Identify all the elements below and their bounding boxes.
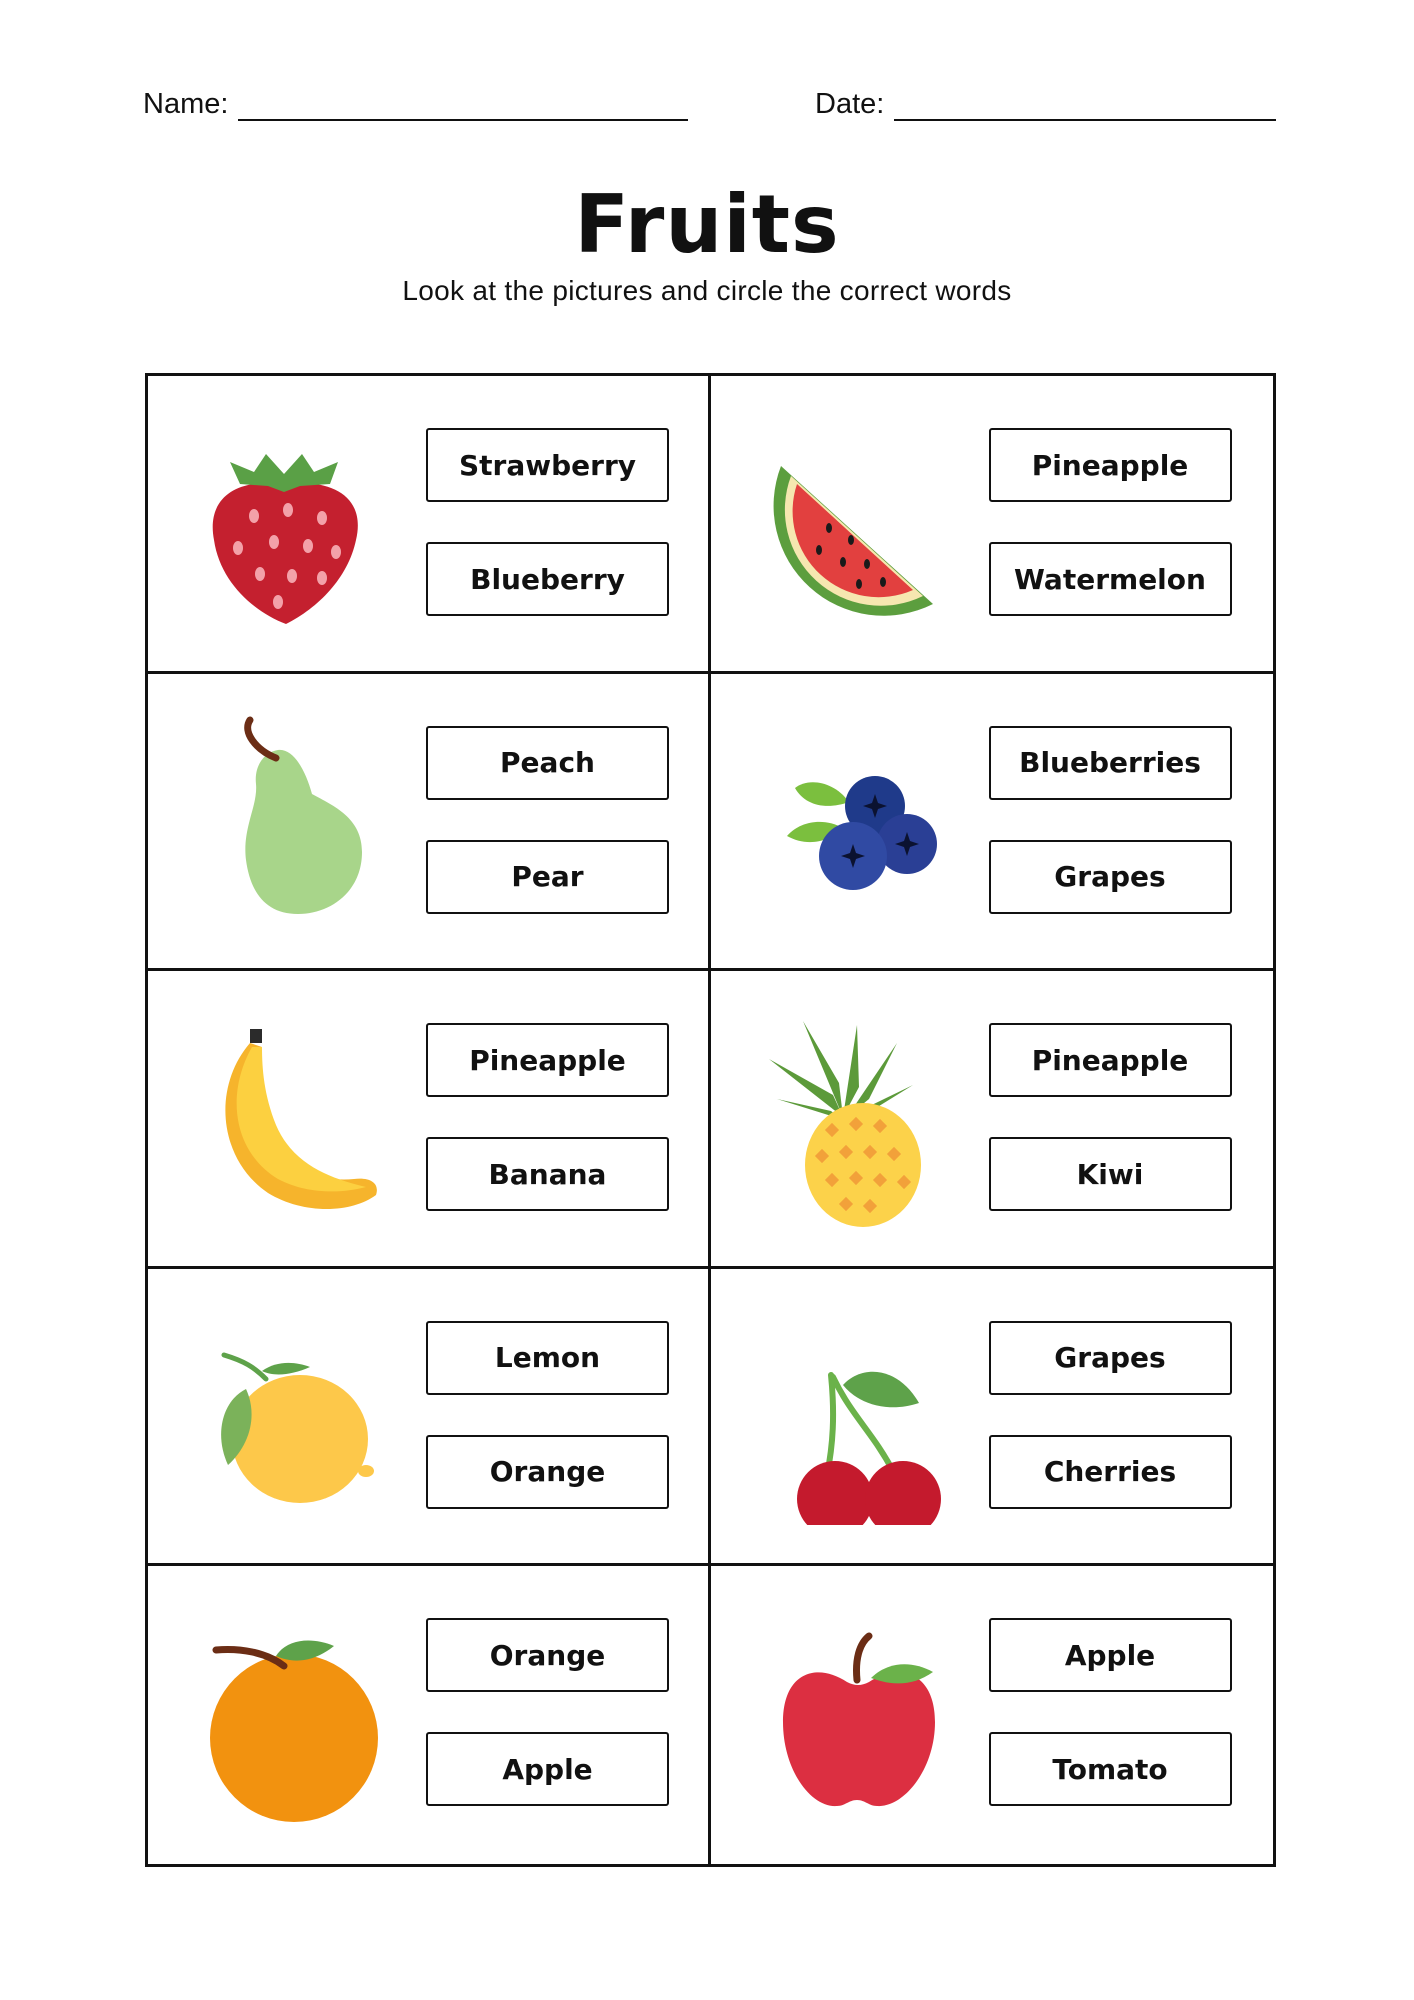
option-pineapple[interactable]: Pineapple [989, 1023, 1232, 1097]
page-title: Fruits [574, 178, 840, 271]
lemon-icon [184, 1305, 384, 1525]
option-watermelon[interactable]: Watermelon [989, 542, 1232, 616]
strawberry-icon [184, 412, 384, 632]
fruit-cell-orange [148, 1566, 711, 1864]
date-field[interactable] [815, 86, 1276, 121]
option-pear[interactable]: Pear [426, 840, 669, 914]
fruit-cell-pineapple [711, 971, 1274, 1269]
fruit-cell-blueberries [711, 674, 1274, 972]
option-blueberry[interactable]: Blueberry [426, 542, 669, 616]
pineapple-icon [747, 1007, 947, 1227]
name-field[interactable] [143, 86, 688, 121]
option-kiwi[interactable]: Kiwi [989, 1137, 1232, 1211]
option-pineapple[interactable]: Pineapple [989, 428, 1232, 502]
fruit-cell-banana [148, 971, 711, 1269]
banana-icon [184, 1007, 384, 1227]
option-orange[interactable]: Orange [426, 1435, 669, 1509]
fruit-cell-cherries [711, 1269, 1274, 1567]
date-label: Date: [815, 88, 885, 120]
pear-icon [184, 710, 384, 930]
date-blank-line[interactable] [894, 86, 1276, 121]
name-label: Name: [143, 88, 229, 120]
option-strawberry[interactable]: Strawberry [426, 428, 669, 502]
option-apple[interactable]: Apple [989, 1618, 1232, 1692]
option-tomato[interactable]: Tomato [989, 1732, 1232, 1806]
option-orange[interactable]: Orange [426, 1618, 669, 1692]
watermelon-icon [747, 412, 947, 632]
option-cherries[interactable]: Cherries [989, 1435, 1232, 1509]
fruit-cell-strawberry [148, 376, 711, 674]
option-peach[interactable]: Peach [426, 726, 669, 800]
option-blueberries[interactable]: Blueberries [989, 726, 1232, 800]
option-grapes[interactable]: Grapes [989, 1321, 1232, 1395]
fruit-cell-apple [711, 1566, 1274, 1864]
orange-icon [184, 1602, 384, 1822]
option-pineapple[interactable]: Pineapple [426, 1023, 669, 1097]
option-banana[interactable]: Banana [426, 1137, 669, 1211]
apple-icon [747, 1602, 947, 1822]
fruit-cell-pear [148, 674, 711, 972]
cherries-icon [747, 1305, 947, 1525]
fruit-cell-watermelon [711, 376, 1274, 674]
header [143, 86, 1283, 126]
fruit-cell-lemon [148, 1269, 711, 1567]
fruit-grid [145, 373, 1276, 1867]
option-apple[interactable]: Apple [426, 1732, 669, 1806]
option-lemon[interactable]: Lemon [426, 1321, 669, 1395]
name-blank-line[interactable] [238, 86, 688, 121]
option-grapes[interactable]: Grapes [989, 840, 1232, 914]
blueberries-icon [747, 710, 947, 930]
instructions: Look at the pictures and circle the correct words [402, 275, 1012, 306]
